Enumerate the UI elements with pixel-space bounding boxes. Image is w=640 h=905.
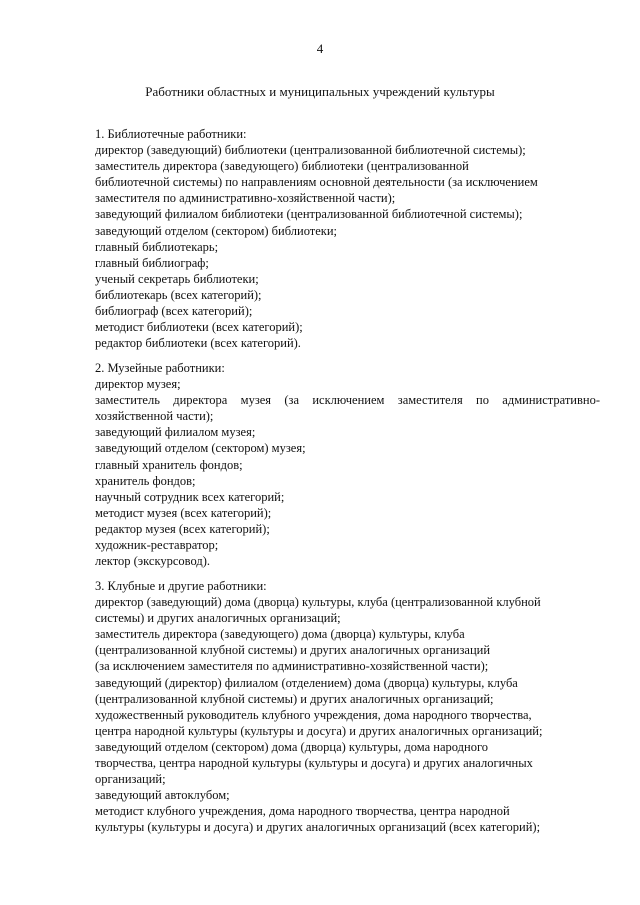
list-item: методист музея (всех категорий); <box>95 505 272 520</box>
list-item: хранитель фондов; <box>95 473 196 488</box>
list-item: заведующий автоклубом; <box>95 788 230 803</box>
list-item: заведующий отделом (сектором) библиотеки; <box>95 223 338 238</box>
list-item: библиотечной системы) по направлениям основной деятельности (за исключением <box>95 175 538 190</box>
list-item: заведующий филиалом библиотеки (централизованной библиотечной системы); <box>95 207 523 222</box>
list-item: художественный руководитель клубного учреждения, дома народного творчества, <box>95 707 532 722</box>
list-item: организаций; <box>95 772 166 787</box>
list-item: центра народной культуры (культуры и досуга) и других аналогичных организаций; <box>95 723 543 738</box>
list-item: библиограф (всех категорий); <box>95 304 253 319</box>
list-item: заместитель директора (заведующего) библиотеки (централизованной <box>95 159 469 174</box>
list-item: системы) и других аналогичных организаций; <box>95 611 341 626</box>
document-title: Работники областных и муниципальных учреждений культуры <box>145 84 495 99</box>
list-item: художник-реставратор; <box>95 538 219 553</box>
list-item: библиотекарь (всех категорий); <box>95 287 262 302</box>
list-item: заместитель директора (заведующего) дома (дворца) культуры, клуба <box>95 627 465 642</box>
list-item: заведующий филиалом музея; <box>95 425 256 440</box>
section-library-workers <box>95 126 600 351</box>
list-item: культуры (культуры и досуга) и других аналогичных организаций (всех категорий); <box>95 820 541 835</box>
list-item: ученый секретарь библиотеки; <box>95 271 259 286</box>
section-heading: 2. Музейные работники: <box>95 361 225 375</box>
list-item: (за исключением заместителя по административно-хозяйственной части); <box>95 659 489 674</box>
list-item: (централизованной клубной системы) и других аналогичных организаций; <box>95 691 494 706</box>
list-item: главный библиотекарь; <box>95 239 219 254</box>
list-item: заместителя по административно-хозяйственной части); <box>95 191 396 206</box>
section-heading: 3. Клубные и другие работники: <box>95 579 267 593</box>
list-item: лектор (экскурсовод). <box>95 554 211 569</box>
list-item: заведующий отделом (сектором) дома (дворца) культуры, дома народного <box>95 739 489 754</box>
list-item: методист клубного учреждения, дома народного творчества, центра народной <box>95 804 510 819</box>
section-museum-workers <box>95 360 600 569</box>
list-item: главный библиограф; <box>95 255 209 270</box>
section-club-workers <box>95 578 600 836</box>
list-item: редактор библиотеки (всех категорий). <box>95 336 301 351</box>
list-item: (централизованной клубной системы) и других аналогичных организаций <box>95 643 491 658</box>
list-item: главный хранитель фондов; <box>95 457 243 472</box>
list-item: директор музея; <box>95 377 181 392</box>
section-heading: 1. Библиотечные работники: <box>95 127 247 141</box>
list-item: методист библиотеки (всех категорий); <box>95 320 303 335</box>
list-item: директор (заведующий) дома (дворца) культуры, клуба (централизованной клубной <box>95 595 541 610</box>
list-item: редактор музея (всех категорий); <box>95 521 270 536</box>
list-item: хозяйственной части); <box>95 409 214 424</box>
list-item: научный сотрудник всех категорий; <box>95 489 285 504</box>
list-item: заместитель директора музея (за исключением заместителя по административно- <box>95 393 600 408</box>
list-item: директор (заведующий) библиотеки (централизованной библиотечной системы); <box>95 143 526 158</box>
list-item: заведующий (директор) филиалом (отделением) дома (дворца) культуры, клуба <box>95 675 518 690</box>
page-number: 4 <box>316 41 324 56</box>
list-item: творчества, центра народной культуры (культуры и досуга) и других аналогичных <box>95 756 533 771</box>
list-item: заведующий отделом (сектором) музея; <box>95 441 306 456</box>
